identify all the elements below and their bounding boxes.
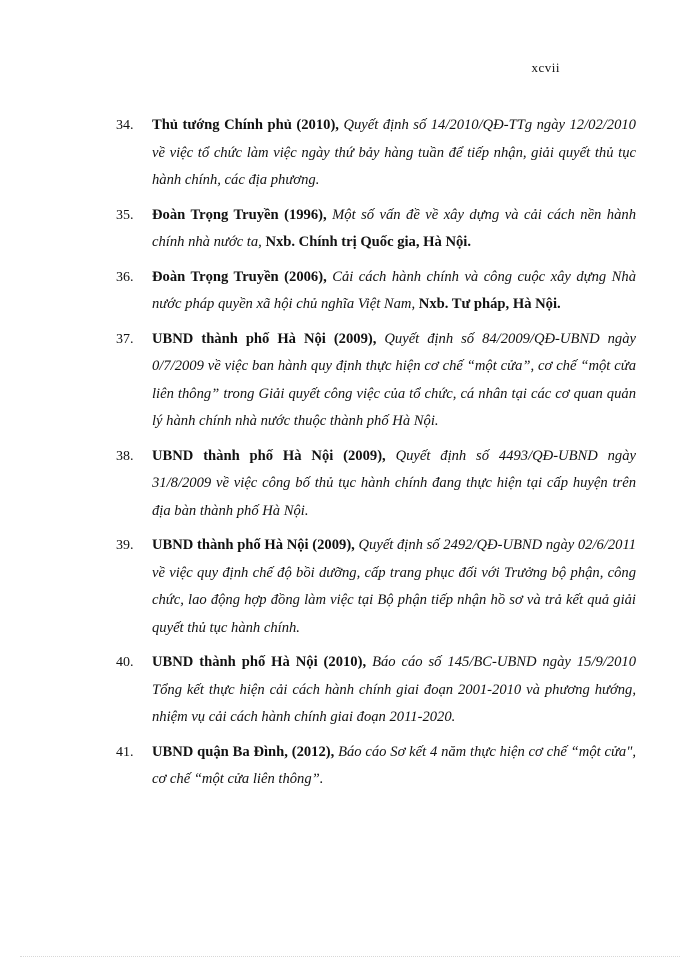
reference-item <box>116 649 636 732</box>
reference-item <box>116 443 636 526</box>
reference-author: Đoàn Trọng Truyền (1996), <box>152 206 327 223</box>
reference-title: Quyết định số 14/2010/QĐ-TTg ngày 12/02/2010 về việc tổ chức làm việc ngày thứ bảy hàng tuần để tiếp nhận, giải quyết thủ tục hành chính, các địa phương. <box>152 117 636 188</box>
reference-title: Một số vấn đề về xây dựng và cải cách nền hành chính nhà nước ta, <box>152 206 636 250</box>
reference-item <box>116 532 636 642</box>
reference-number: 38. <box>116 448 134 464</box>
page-number: xcvii <box>531 60 560 75</box>
reference-author: UBND quận Ba Đình, (2012), <box>152 743 335 760</box>
reference-list <box>116 112 636 801</box>
reference-number: 37. <box>116 331 134 347</box>
reference-title: Báo cáo số 145/BC-UBND ngày 15/9/2010 Tổng kết thực hiện cải cách hành chính giai đoạn 2001-2010 và phương hướng, nhiệm vụ cải cách hành chính giai đoạn 2011-2020. <box>152 654 636 725</box>
reference-author: UBND thành phố Hà Nội (2009), <box>152 447 386 464</box>
reference-author: UBND thành phố Hà Nội (2010), <box>152 654 367 670</box>
reference-author: Đoàn Trọng Truyền (2006), <box>152 268 327 285</box>
reference-item <box>116 112 636 195</box>
reference-title: Cải cách hành chính và công cuộc xây dựng Nhà nước pháp quyền xã hội chủ nghĩa Việt Nam, <box>152 268 637 312</box>
reference-item <box>116 264 636 319</box>
reference-publisher: Nxb. Chính trị Quốc gia, Hà Nội. <box>265 234 471 250</box>
reference-title: Quyết định số 84/2009/QĐ-UBND ngày 0/7/2009 về việc ban hành quy định thực hiện cơ chế “một cửa”, cơ chế “một cửa liên thông” trong Giải quyết công việc của tổ chức, cá nhân tại các cơ quan quản lý hành chính nhà nước thuộc thành phố Hà Nội. <box>152 330 636 429</box>
reference-number: 36. <box>116 269 134 285</box>
reference-number: 40. <box>116 655 134 670</box>
reference-number: 34. <box>116 118 134 133</box>
reference-number: 35. <box>116 207 134 223</box>
reference-number: 41. <box>116 744 134 760</box>
reference-title: Quyết định số 2492/QĐ-UBND ngày 02/6/2011 về việc quy định chế độ bồi dưỡng, cấp trang phục đối với Trưởng bộ phận, công chức, lao động hợp đồng làm việc tại Bộ phận tiếp nhận hồ sơ và trả kết quả giải quyết thủ tục hành chính. <box>152 537 636 636</box>
reference-item <box>116 326 636 436</box>
reference-title: Quyết định số 4493/QĐ-UBND ngày 31/8/2009 về việc công bố thủ tục hành chính đang thực hiện tại cấp huyện trên địa bàn thành phố Hà Nội. <box>152 447 637 519</box>
reference-author: UBND thành phố Hà Nội (2009), <box>152 330 377 347</box>
reference-item <box>116 739 636 794</box>
reference-title: Báo cáo Sơ kết 4 năm thực hiện cơ chế “một cửa", cơ chế “một cửa liên thông”. <box>152 743 636 787</box>
reference-number: 39. <box>116 538 134 553</box>
reference-author: Thủ tướng Chính phủ (2010), <box>152 117 339 133</box>
reference-item <box>116 202 636 257</box>
page-bottom-divider <box>20 956 680 957</box>
reference-publisher: Nxb. Tư pháp, Hà Nội. <box>418 296 561 312</box>
reference-author: UBND thành phố Hà Nội (2009), <box>152 537 355 553</box>
